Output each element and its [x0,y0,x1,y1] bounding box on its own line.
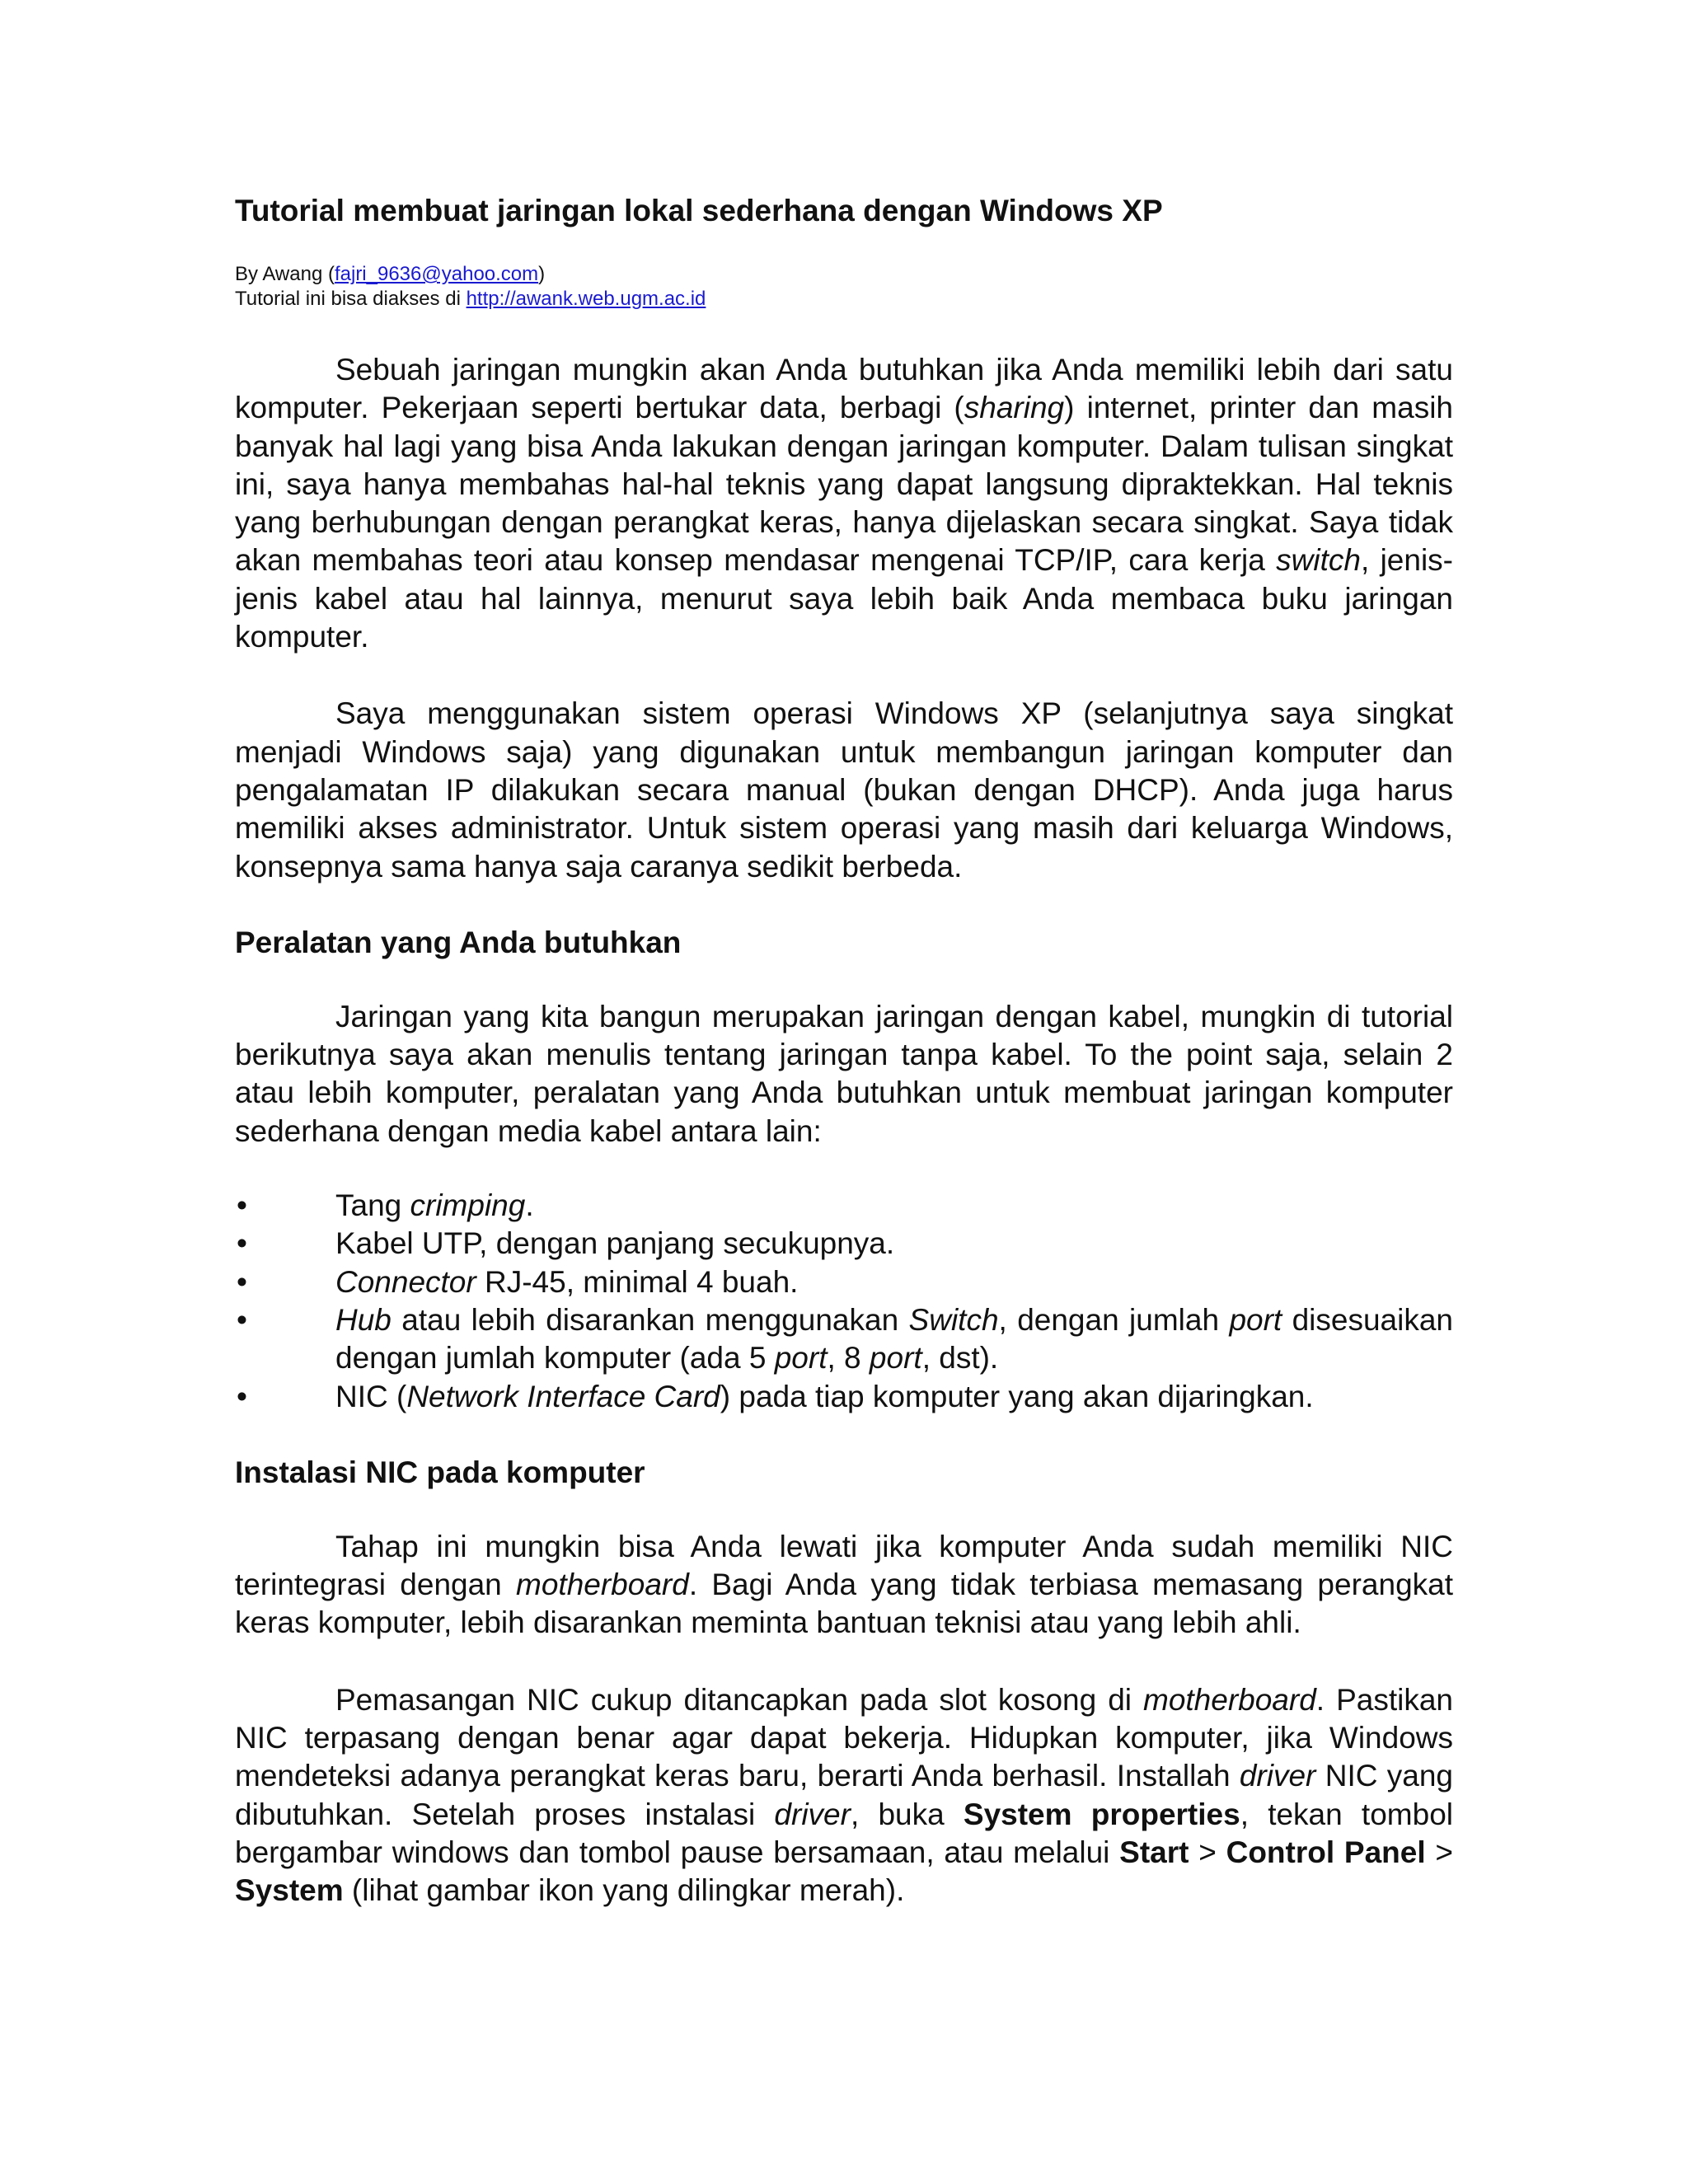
text-run: (lihat gambar ikon yang dilingkar merah). [343,1873,905,1908]
italic-run: crimping [410,1188,526,1223]
italic-run: Switch [908,1302,999,1337]
text-run: Kabel UTP, dengan panjang secukupnya. [335,1226,895,1261]
access-line [235,287,1453,312]
italic-run: Connector [335,1264,476,1299]
italic-run: port [869,1341,922,1376]
italic-run: port [774,1341,828,1376]
tutorial-url-link[interactable]: http://awank.web.ugm.ac.id [466,288,706,310]
bullet-icon: • [237,1264,247,1299]
author-prefix: By Awang ( [235,263,335,285]
document-page [235,191,1453,1910]
italic-run: Hub [335,1302,392,1337]
text-run: Pemasangan NIC cukup ditancapkan pada slot kosong di [335,1682,1143,1717]
text-run: , buka [850,1797,964,1831]
italic-run: driver [774,1797,851,1831]
list-item [235,1263,1453,1301]
document-title: Tutorial membuat jaringan lokal sederhana dengan Windows XP [235,194,1163,227]
italic-run: port [1229,1302,1282,1337]
author-line [235,262,1453,287]
bullet-icon: • [237,1226,247,1261]
text-run: > [1189,1835,1226,1869]
instalasi-paragraph-2 [235,1681,1453,1910]
text-run: . [525,1188,534,1223]
italic-run: sharing [964,391,1065,425]
section-heading-peralatan: Peralatan yang Anda butuhkan [235,925,682,959]
text-run: ) pada tiap komputer yang akan dijaringkan. [720,1379,1314,1413]
text-run: NIC yang dibutuhkan. Setelah proses instalasi [235,1759,1454,1831]
bold-run: Control Panel [1226,1835,1426,1869]
text-run: disesuaikan dengan jumlah komputer (ada 5 [335,1302,1453,1376]
italic-run: switch [1276,543,1361,578]
bullet-icon: • [237,1188,247,1223]
author-email-link[interactable]: fajri_9636@yahoo.com [334,263,539,285]
italic-run: Network Interface Card [406,1379,720,1413]
bullet-icon: • [237,1302,247,1337]
text-run: , tekan tombol bergambar windows dan tombol pause bersamaan, atau melalui [235,1797,1453,1869]
peralatan-paragraph: Jaringan yang kita bangun merupakan jaringan dengan kabel, mungkin di tutorial berikutnya saya akan menulis tentang jaringan tanpa kabel. To the point saja, selain 2 atau lebih komputer, peralatan yang Anda butuhkan untuk membuat jaringan komputer sederhana dengan media kabel antara lain: [235,999,1453,1148]
text-run: RJ-45, minimal 4 buah. [476,1264,799,1299]
text-run: , 8 [827,1341,870,1376]
text-run: Sebuah jaringan mungkin akan Anda butuhkan jika Anda memiliki lebih dari satu komputer. Pekerjaan seperti bertukar data, berbagi ( [235,353,1453,425]
list-item [235,1187,1453,1225]
equipment-list [235,1187,1453,1416]
text-run: > [1425,1835,1453,1869]
section-heading-instalasi: Instalasi NIC pada komputer [235,1455,645,1489]
list-item [235,1225,1453,1263]
italic-run: motherboard [516,1568,689,1602]
text-run: . Bagi Anda yang tidak terbiasa memasang perangkat keras komputer, lebih disarankan meminta bantuan teknisi atau yang lebih ahli. [235,1568,1453,1640]
text-run: NIC ( [335,1379,407,1413]
bold-run: Start [1119,1835,1189,1869]
text-run: Tang [335,1188,410,1223]
text-run: ) internet, printer dan masih banyak hal lagi yang bisa Anda lakukan dengan jaringan komputer. Dalam tulisan singkat ini, saya hanya membahas hal-hal teknis yang dapat langsung dipraktekkan. Hal teknis yang berhubungan dengan perangkat keras, hanya dijelaskan secara singkat. Saya tidak akan membahas teori atau konsep mendasar mengenai TCP/IP, cara kerja [235,391,1454,578]
list-item [235,1301,1453,1378]
intro-paragraph-1 [235,351,1453,656]
text-run: Tahap ini mungkin bisa Anda lewati jika komputer Anda sudah memiliki NIC terintegrasi dengan [235,1529,1453,1602]
list-item [235,1378,1453,1416]
text-run: . Pastikan NIC terpasang dengan benar agar dapat bekerja. Hidupkan komputer, jika Windows mendeteksi adanya perangkat keras baru, berarti Anda berhasil. Installah [235,1682,1453,1793]
text-run: , dst). [921,1341,999,1376]
bold-run: System [235,1873,344,1908]
text-run: , dengan jumlah [998,1302,1230,1337]
italic-run: driver [1239,1759,1316,1793]
bold-run: System properties [963,1797,1240,1831]
intro-paragraph-2: Saya menggunakan sistem operasi Windows XP (selanjutnya saya singkat menjadi Windows saja) yang digunakan untuk membangun jaringan komputer dan pengalamatan IP dilakukan secara manual (bukan dengan DHCP). Anda juga harus memiliki akses administrator. Untuk sistem operasi yang masih dari keluarga Windows, konsepnya sama hanya saja caranya sedikit berbeda. [235,696,1453,883]
access-prefix: Tutorial ini bisa diakses di [235,288,467,310]
instalasi-paragraph-1 [235,1528,1453,1643]
bullet-icon: • [237,1379,247,1413]
text-run: atau lebih disarankan menggunakan [391,1302,909,1337]
italic-run: motherboard [1143,1682,1316,1717]
author-suffix: ) [538,263,546,285]
text-run: , jenis-jenis kabel atau hal lainnya, menurut saya lebih baik Anda membaca buku jaringan komputer. [235,543,1453,654]
